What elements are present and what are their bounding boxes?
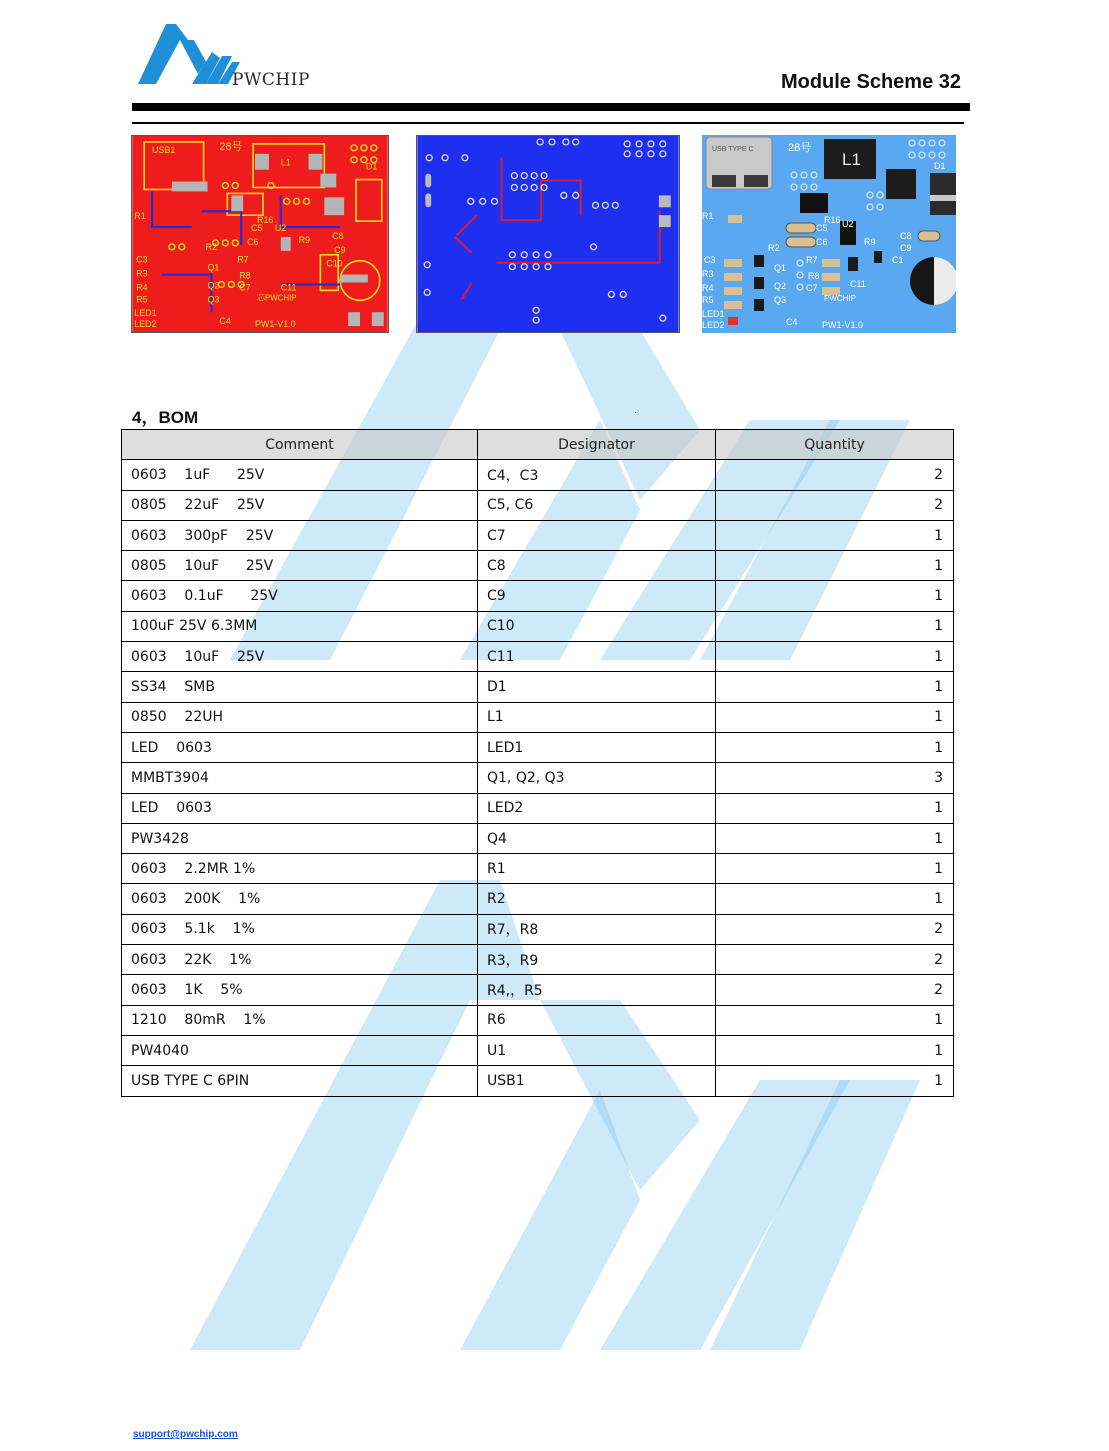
column-header-quantity: Quantity: [716, 430, 954, 460]
cell-designator: D1: [478, 672, 716, 702]
table-row: [122, 672, 954, 702]
table-row: [122, 763, 954, 793]
cell-quantity: 1: [716, 884, 954, 914]
svg-text:LED1: LED1: [134, 308, 157, 319]
svg-text:U2: U2: [274, 223, 287, 234]
svg-text:R5: R5: [702, 295, 714, 305]
cell-designator: C9: [478, 581, 716, 611]
cell-comment: 0603 200K 1%: [122, 884, 478, 914]
cell-comment: 0603 5.1k 1%: [122, 914, 478, 944]
svg-text:C8: C8: [900, 231, 912, 241]
cell-comment: USB TYPE C 6PIN: [122, 1066, 478, 1096]
cell-comment: 100uF 25V 6.3MM: [122, 611, 478, 641]
header-rule-thick: [132, 103, 970, 111]
cell-quantity: 1: [716, 854, 954, 884]
cell-designator: C10: [478, 611, 716, 641]
svg-text:R7: R7: [237, 254, 249, 265]
svg-text:Q1: Q1: [207, 262, 220, 273]
cell-comment: PW4040: [122, 1035, 478, 1065]
table-row: [122, 732, 954, 762]
cell-comment: SS34 SMB: [122, 672, 478, 702]
bom-table: [121, 429, 954, 1097]
cell-comment: 0603 300pF 25V: [122, 520, 478, 550]
table-row: [122, 854, 954, 884]
cell-designator: C11: [478, 642, 716, 672]
cell-designator: R2: [478, 884, 716, 914]
svg-text:28号: 28号: [219, 140, 243, 153]
svg-text:R1: R1: [702, 211, 714, 221]
svg-text:R2: R2: [205, 241, 217, 252]
svg-text:R16: R16: [824, 215, 841, 225]
table-row: [122, 1035, 954, 1065]
cell-quantity: 1: [716, 1005, 954, 1035]
cell-comment: 0603 0.1uF 25V: [122, 581, 478, 611]
svg-text:LED1: LED1: [702, 309, 725, 319]
svg-text:Q2: Q2: [774, 281, 787, 291]
cell-comment: 0603 10uF 25V: [122, 642, 478, 672]
svg-text:C6: C6: [816, 237, 828, 247]
cell-quantity: 1: [716, 1035, 954, 1065]
cell-comment: LED 0603: [122, 793, 478, 823]
svg-text:USB TYPE C: USB TYPE C: [712, 146, 754, 153]
table-row: [122, 975, 954, 1005]
svg-text:R16: R16: [257, 215, 274, 226]
document-title: Module Scheme 32: [780, 71, 961, 93]
svg-text:C4: C4: [219, 316, 231, 327]
cell-designator: R7，R8: [478, 914, 716, 944]
cell-quantity: 1: [716, 520, 954, 550]
stray-dot: .: [634, 405, 638, 416]
cell-designator: L1: [478, 702, 716, 732]
cell-quantity: 1: [716, 732, 954, 762]
cell-comment: 0850 22UH: [122, 702, 478, 732]
table-row: [122, 914, 954, 944]
svg-text:芯PWCHIP: 芯PWCHIP: [257, 293, 297, 303]
cell-designator: R3，R9: [478, 945, 716, 975]
cell-quantity: 1: [716, 672, 954, 702]
table-row: [122, 823, 954, 853]
svg-text:R8: R8: [239, 270, 251, 281]
svg-text:R1: R1: [134, 211, 146, 222]
table-row: [122, 945, 954, 975]
cell-quantity: 2: [716, 460, 954, 490]
svg-text:C8: C8: [332, 230, 344, 241]
cell-comment: LED 0603: [122, 732, 478, 762]
table-row: [122, 1005, 954, 1035]
cell-designator: C4，C3: [478, 460, 716, 490]
cell-comment: 0805 22uF 25V: [122, 490, 478, 520]
cell-designator: USB1: [478, 1066, 716, 1096]
svg-text:R9: R9: [864, 237, 876, 247]
table-row: [122, 702, 954, 732]
cell-quantity: 1: [716, 1066, 954, 1096]
svg-text:C9: C9: [334, 244, 346, 255]
cell-quantity: 1: [716, 642, 954, 672]
logo-text: PWCHIP: [232, 70, 310, 90]
support-email-link[interactable]: support@pwchip.com: [133, 1429, 238, 1440]
svg-text:C5: C5: [251, 223, 263, 234]
svg-text:L1: L1: [842, 150, 861, 169]
svg-text:Q3: Q3: [774, 295, 787, 305]
table-row: [122, 793, 954, 823]
cell-comment: 0603 22K 1%: [122, 945, 478, 975]
svg-text:D1: D1: [365, 161, 378, 172]
cell-designator: LED2: [478, 793, 716, 823]
svg-text:R4: R4: [702, 283, 714, 293]
svg-text:LED2: LED2: [702, 320, 725, 330]
pcb-3d-render-image: [702, 135, 956, 333]
svg-text:C6: C6: [247, 236, 259, 247]
cell-designator: Q1, Q2, Q3: [478, 763, 716, 793]
svg-text:C7: C7: [239, 282, 251, 293]
cell-quantity: 3: [716, 763, 954, 793]
cell-quantity: 2: [716, 975, 954, 1005]
header-rule-thin: [132, 122, 964, 124]
cell-comment: 0603 1K 5%: [122, 975, 478, 1005]
svg-text:USB1: USB1: [152, 144, 176, 155]
table-row: [122, 520, 954, 550]
svg-text:L1: L1: [280, 157, 291, 168]
cell-quantity: 2: [716, 914, 954, 944]
cell-quantity: 1: [716, 551, 954, 581]
column-header-comment: Comment: [122, 430, 478, 460]
cell-quantity: 2: [716, 490, 954, 520]
table-row: [122, 642, 954, 672]
svg-text:C9: C9: [900, 243, 912, 253]
svg-text:R5: R5: [136, 294, 148, 305]
cell-designator: R6: [478, 1005, 716, 1035]
bom-heading: 4，BOM: [132, 408, 199, 427]
cell-comment: 0603 2.2MR 1%: [122, 854, 478, 884]
svg-text:R7: R7: [806, 255, 818, 265]
cell-comment: MMBT3904: [122, 763, 478, 793]
cell-designator: R4,，R5: [478, 975, 716, 1005]
table-row: [122, 884, 954, 914]
svg-text:C5: C5: [816, 223, 828, 233]
cell-quantity: 2: [716, 945, 954, 975]
table-row: [122, 581, 954, 611]
cell-quantity: 1: [716, 793, 954, 823]
svg-text:C11: C11: [850, 279, 866, 289]
cell-quantity: 1: [716, 581, 954, 611]
cell-quantity: 1: [716, 702, 954, 732]
svg-text:C11: C11: [280, 282, 297, 293]
column-header-designator: Designator: [478, 430, 716, 460]
svg-text:C1: C1: [892, 255, 904, 265]
svg-text:C3: C3: [704, 255, 716, 265]
svg-text:Q1: Q1: [774, 263, 787, 273]
table-row: [122, 1066, 954, 1096]
svg-text:PW1-V1.0: PW1-V1.0: [822, 320, 864, 330]
pcb-top-layer-image: [131, 135, 389, 333]
svg-text:Q2: Q2: [207, 280, 220, 291]
bom-header-row: [122, 430, 954, 460]
pcb-bottom-layer-image: [416, 135, 680, 333]
cell-comment: 1210 80mR 1%: [122, 1005, 478, 1035]
cell-comment: 0805 10uF 25V: [122, 551, 478, 581]
svg-text:C7: C7: [806, 283, 818, 293]
svg-text:C4: C4: [786, 317, 798, 327]
table-row: [122, 460, 954, 490]
cell-designator: U1: [478, 1035, 716, 1065]
table-row: [122, 611, 954, 641]
svg-text:R2: R2: [768, 243, 780, 253]
cell-designator: Q4: [478, 823, 716, 853]
cell-designator: R1: [478, 854, 716, 884]
svg-text:C10: C10: [326, 258, 343, 269]
svg-text:28号: 28号: [788, 142, 812, 154]
svg-text:C3: C3: [136, 254, 148, 265]
svg-text:R3: R3: [136, 268, 148, 279]
cell-quantity: 1: [716, 823, 954, 853]
cell-designator: C5, C6: [478, 490, 716, 520]
svg-text:R4: R4: [136, 282, 148, 293]
table-row: [122, 551, 954, 581]
table-row: [122, 490, 954, 520]
cell-designator: C7: [478, 520, 716, 550]
svg-text:LED2: LED2: [134, 319, 157, 330]
cell-designator: LED1: [478, 732, 716, 762]
cell-designator: C8: [478, 551, 716, 581]
cell-quantity: 1: [716, 611, 954, 641]
svg-text:PWCHIP: PWCHIP: [824, 294, 856, 303]
svg-text:PW1-V1.0: PW1-V1.0: [255, 319, 296, 330]
cell-comment: 0603 1uF 25V: [122, 460, 478, 490]
svg-text:R8: R8: [808, 271, 820, 281]
svg-text:U2: U2: [842, 219, 854, 229]
svg-text:R9: R9: [298, 234, 310, 245]
svg-text:Q3: Q3: [207, 294, 220, 305]
svg-text:D1: D1: [934, 161, 946, 171]
cell-comment: PW3428: [122, 823, 478, 853]
svg-text:R3: R3: [702, 269, 714, 279]
